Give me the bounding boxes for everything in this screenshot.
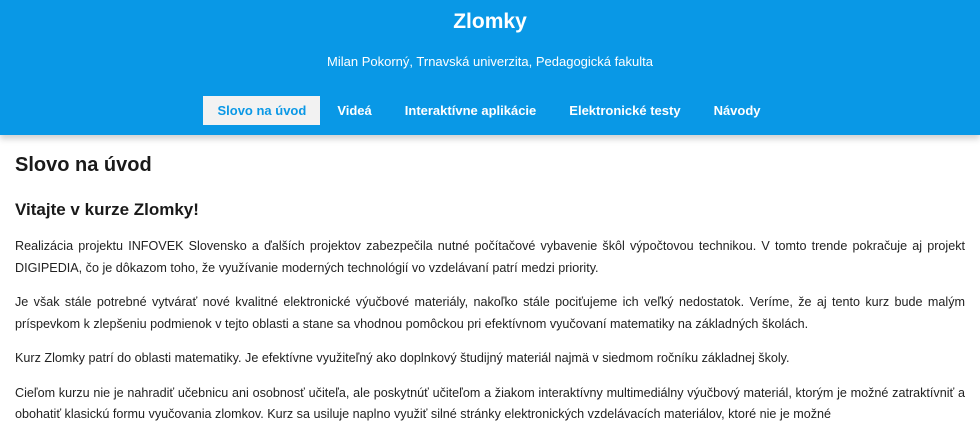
site-header: [0, 0, 980, 135]
welcome-heading: Vitajte v kurze Zlomky!: [15, 200, 199, 219]
intro-paragraph: Cieľom kurzu nie je nahradiť učebnicu ani osobnosť učiteľa, ale poskytnúť učiteľom a žiakom interaktívny multimediálny výučbový materiál, ktorým je možné zatraktívniť a obohatiť klasickú formu vyučovania zlomkov. Kurz sa usiluje naplno využiť silné stránky elektronických vzdelávacích materiálov, ktoré nie je možné: [15, 385, 965, 421]
nav-item-interaktivne-aplikacie[interactable]: Interaktívne aplikácie: [404, 103, 537, 118]
intro-paragraph: Kurz Zlomky patrí do oblasti matematiky. Je efektívne využiteľný ako doplnkový študijný materiál najmä v siedmom ročníku základnej školy.: [15, 351, 790, 365]
site-title[interactable]: Zlomky: [453, 10, 527, 33]
intro-paragraph: Realizácia projektu INFOVEK Slovensko a ďalších projektov zabezpečila nutné počítačové vybavenie škôl výpočtovou technikou. V tomto trende pokračuje aj projekt DIGIPEDIA, čo je dôkazom toho, že využívanie moderných technológií vo vzdelávaní patrí medzi priority.: [15, 239, 965, 275]
nav-item-videa[interactable]: Videá: [337, 103, 372, 118]
nav-item-elektronicke-testy[interactable]: Elektronické testy: [569, 103, 681, 118]
main-content: [0, 135, 980, 426]
intro-paragraph: Je však stále potrebné vytvárať nové kvalitné elektronické výučbové materiály, nakoľko stále pociťujeme ich veľký nedostatok. Veríme, že aj tento kurz bude malým príspevkom k zlepšeniu podmienok v tejto oblasti a stane sa vhodnou pomôckou pri efektívnom vyučovaní matematiky na základných školách.: [15, 295, 965, 331]
nav-item-navody[interactable]: Návody: [713, 103, 761, 118]
main-nav: [0, 96, 980, 125]
site-subtitle: Milan Pokorný, Trnavská univerzita, Pedagogická fakulta: [327, 54, 653, 69]
page-title: Slovo na úvod: [15, 154, 152, 176]
nav-item-slovo-na-uvod[interactable]: Slovo na úvod: [203, 96, 320, 125]
